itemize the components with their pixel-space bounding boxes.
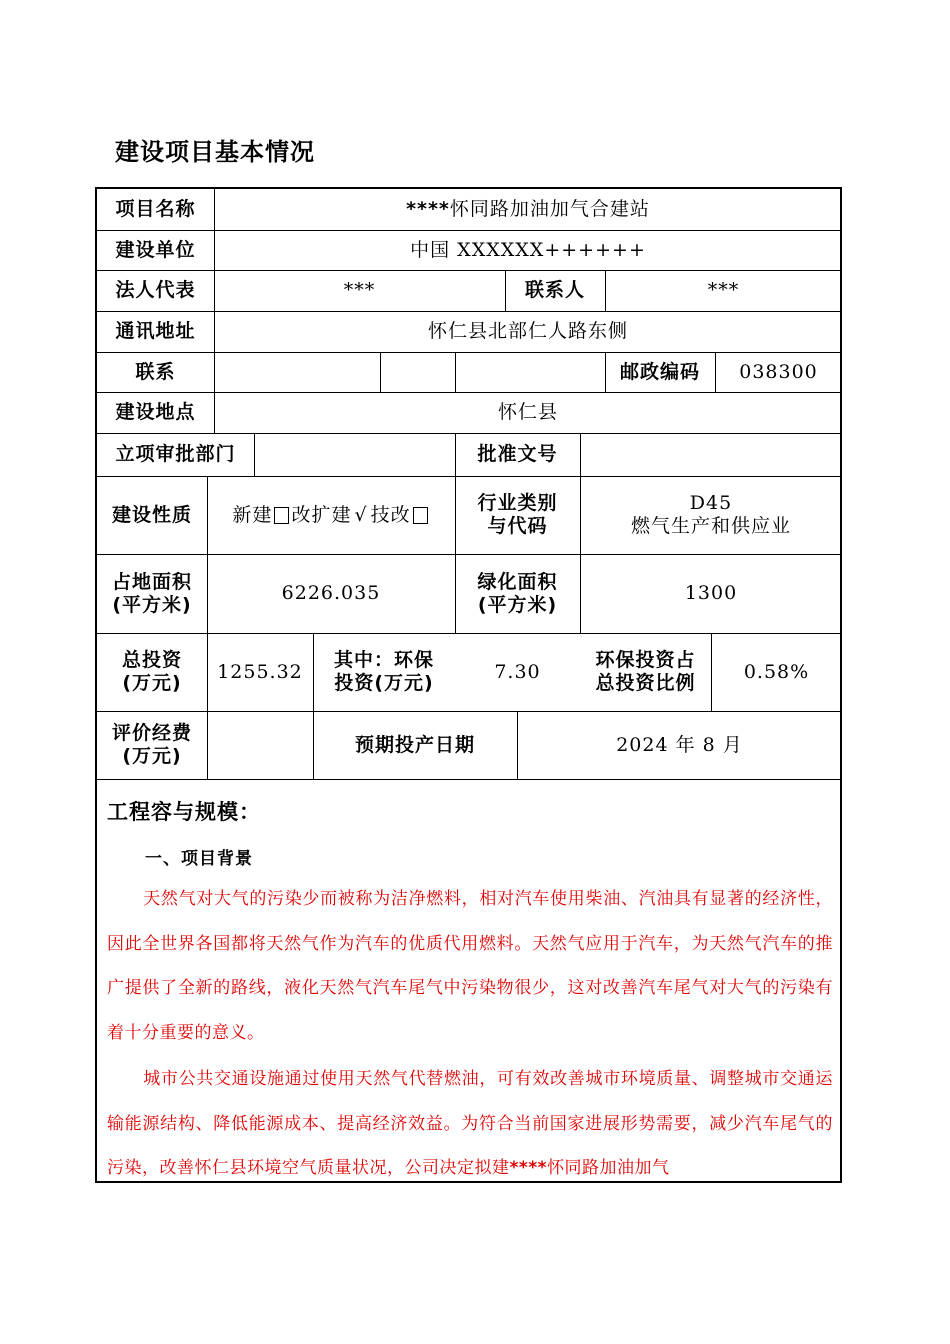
postcode-value: 038300 <box>739 360 818 383</box>
row-divider <box>97 779 842 780</box>
address-value: 怀仁县北部仁人路东侧 <box>427 320 628 342</box>
land-area-value: 6226.035 <box>281 582 381 604</box>
total-invest-value: 1255.32 <box>217 660 303 683</box>
env-invest-label-line2: 投资(万元) <box>334 672 434 694</box>
industry-label-line2: 与代码 <box>487 515 548 537</box>
project-info-table <box>95 187 842 1183</box>
approval-dept-label: 立项审批部门 <box>115 443 236 465</box>
env-invest-label-line1: 其中：环保 <box>333 649 434 671</box>
col-divider <box>380 352 381 392</box>
industry-label <box>455 476 580 554</box>
green-area-label-line1: 绿化面积 <box>477 570 558 593</box>
land-area-label-line1: 占地面积 <box>111 570 192 593</box>
builder-label: 建设单位 <box>115 238 196 261</box>
builder-value: 中国 XXXXXX++++++ <box>410 238 646 261</box>
contact-person-value: *** <box>707 279 740 301</box>
check-mark-icon[interactable]: √ <box>354 503 368 526</box>
section-heading: 工程容与规模： <box>107 800 261 824</box>
contact-person-label: 联系人 <box>524 279 585 301</box>
nature-option-new: 新建 <box>232 503 273 526</box>
eval-fee-label-line1: 评价经费 <box>111 722 192 744</box>
env-ratio-label <box>580 633 711 711</box>
env-ratio-value: 0.58% <box>743 660 810 683</box>
nature-label: 建设性质 <box>111 503 192 526</box>
site-label: 建设地点 <box>115 401 196 423</box>
project-name-text: 怀同路加油加气合建站 <box>449 198 650 220</box>
address-label: 通讯地址 <box>115 320 196 342</box>
project-name-stars: **** <box>406 198 450 220</box>
site-value: 怀仁县 <box>497 401 558 423</box>
legal-rep-value: *** <box>343 279 376 301</box>
total-invest-label-line1: 总投资 <box>121 649 182 671</box>
total-invest-label <box>97 633 207 711</box>
paragraph-2-text-b: 怀同路加油加气 <box>547 1158 670 1178</box>
env-ratio-label-line1: 环保投资占 <box>595 649 696 671</box>
nature-options <box>207 476 455 554</box>
eval-fee-label-line2: (万元) <box>122 745 182 767</box>
checkbox-new[interactable] <box>274 507 289 524</box>
postcode-label: 邮政编码 <box>619 360 700 383</box>
env-invest-value: 7.30 <box>494 660 541 683</box>
env-invest-label <box>313 633 455 711</box>
page-title: 建设项目基本情况 <box>115 138 315 166</box>
paragraph-2 <box>107 1057 833 1191</box>
legal-rep-label: 法人代表 <box>115 279 196 301</box>
eval-fee-label <box>97 711 207 779</box>
nature-option-expand: 改扩建 <box>291 503 352 526</box>
industry-name: 燃气生产和供应业 <box>630 515 791 537</box>
nature-option-tech: 技改 <box>370 503 411 526</box>
green-area-value: 1300 <box>684 582 738 604</box>
industry-code: D45 <box>689 492 733 514</box>
checkbox-tech[interactable] <box>413 507 428 524</box>
sub-heading: 一、项目背景 <box>145 849 253 869</box>
col-divider <box>254 433 255 476</box>
project-name-value <box>214 189 842 230</box>
green-area-label-line2: (平方米) <box>477 593 558 616</box>
paragraph-2-text-a: 城市公共交通设施通过使用天然气代替燃油，可有效改善城市环境质量、调整城市交通运输能源结构、降低能源成本、提高经济效益。为符合当前国家进展形势需要，减少汽车尾气的污染，改善怀仁县环境空气质量状况，公司决定拟建 <box>107 1069 833 1178</box>
green-area-label <box>455 554 580 633</box>
expected-date-label: 预期投产日期 <box>354 733 475 756</box>
env-ratio-label-line2: 总投资比例 <box>595 672 696 694</box>
industry-label-line1: 行业类别 <box>477 492 558 514</box>
paragraph-1-text: 天然气对大气的污染少而被称为洁净燃料，相对汽车使用柴油、汽油具有显著的经济性，因此全世界各国都将天然气作为汽车的优质代用燃料。天然气应用于汽车，为天然气汽车的推广提供了全新的路线，液化天然气汽车尾气中污染物很少，这对改善汽车尾气对大气的污染有着十分重要的意义。 <box>107 889 833 1043</box>
industry-value <box>580 476 842 554</box>
approval-doc-label: 批准文号 <box>477 443 558 465</box>
expected-date-value: 2024 年 8 月 <box>616 733 743 756</box>
total-invest-label-line2: (万元) <box>122 672 182 694</box>
paragraph-1 <box>107 877 833 1055</box>
paragraph-2-stars: **** <box>509 1158 548 1178</box>
project-name-label: 项目名称 <box>115 198 196 220</box>
col-divider <box>455 352 456 392</box>
contact-label: 联系 <box>135 360 176 383</box>
land-area-label <box>97 554 207 633</box>
land-area-label-line2: (平方米) <box>112 593 192 616</box>
